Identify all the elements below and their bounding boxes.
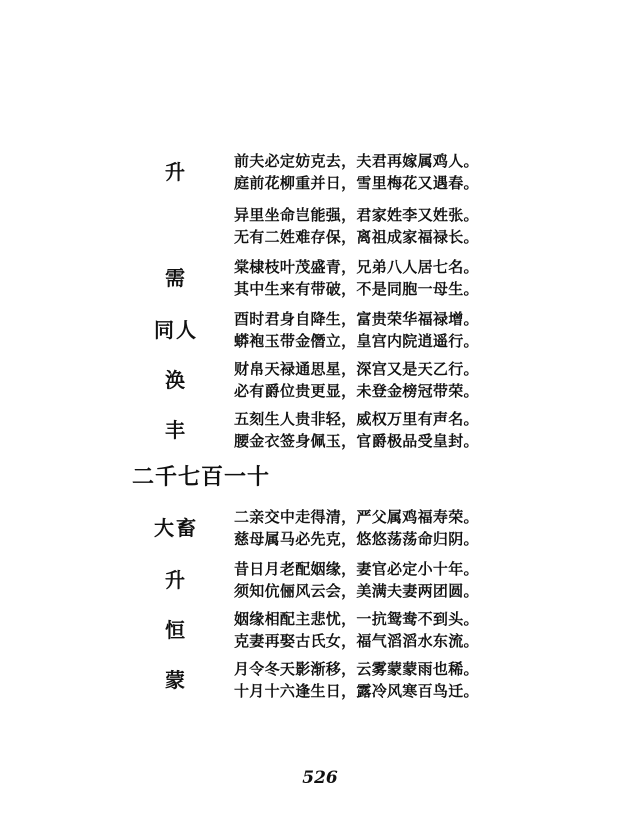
verse-lines	[234, 408, 614, 452]
verse-lines	[234, 358, 614, 402]
verse-line: 蟒袍玉带金僭立，皇宫内院逍遥行。	[234, 332, 479, 350]
verse-entry	[0, 658, 640, 702]
verse-line: 慈母属马必先克，悠悠荡荡命归阴。	[234, 530, 479, 548]
verse-line: 其中生来有带破，不是同胞一母生。	[234, 280, 479, 298]
verse-lines	[234, 608, 614, 652]
verse-lines	[234, 506, 614, 550]
section-heading: 二千七百一十	[132, 464, 271, 490]
hexagram-label: 同人	[154, 318, 198, 342]
verse-entry	[0, 408, 640, 452]
verse-line: 十月十六逢生日，露冷风寒百鸟迁。	[234, 682, 479, 700]
verse-line: 无有二姓难存保，离祖成家福禄长。	[234, 228, 479, 246]
verse-line: 五刻生人贵非轻，威权万里有声名。	[234, 410, 479, 428]
verse-entry	[0, 150, 640, 194]
verse-line: 庭前花柳重并日，雪里梅花又遇春。	[234, 174, 479, 192]
verse-line: 二亲交中走得清，严父属鸡福寿荣。	[234, 508, 479, 526]
page-number: 526	[302, 768, 338, 788]
verse-line: 前夫必定妨克去，夫君再嫁属鸡人。	[234, 152, 479, 170]
verse-line: 财帛天禄通思星，深宫又是天乙行。	[234, 360, 479, 378]
verse-line: 昔日月老配姻缘，妻官必定小十年。	[234, 560, 479, 578]
verse-line: 必有爵位贵更显，未登金榜冠带荣。	[234, 382, 479, 400]
verse-line: 姻缘相配主悲忧，一抗鸳鸯不到头。	[234, 610, 479, 628]
verse-lines	[234, 256, 614, 300]
verse-lines	[234, 150, 614, 194]
verse-entry	[0, 608, 640, 652]
verse-lines	[234, 558, 614, 602]
hexagram-label: 丰	[165, 418, 187, 442]
verse-entry	[0, 308, 640, 352]
hexagram-label: 升	[165, 160, 187, 184]
verse-lines	[234, 204, 614, 248]
hexagram-label: 需	[165, 266, 187, 290]
verse-line: 异里坐命岂能强，君家姓李又姓张。	[234, 206, 479, 224]
hexagram-label: 升	[165, 568, 187, 592]
verse-entry	[0, 506, 640, 550]
verse-line: 腰金衣签身佩玉，官爵极品受皇封。	[234, 432, 479, 450]
verse-line: 棠棣枝叶茂盛青，兄弟八人居七名。	[234, 258, 479, 276]
hexagram-label: 蒙	[165, 668, 187, 692]
verse-line: 须知伉俪风云会，美满夫妻两团圆。	[234, 582, 479, 600]
verse-entry	[0, 256, 640, 300]
hexagram-label: 恒	[165, 618, 187, 642]
verse-lines	[234, 658, 614, 702]
hexagram-label: 涣	[165, 368, 187, 392]
verse-line: 酉时君身自降生，富贵荣华福禄增。	[234, 310, 479, 328]
verse-entry	[0, 558, 640, 602]
verse-line: 克妻再娶古氏女，福气滔滔水东流。	[234, 632, 479, 650]
verse-entry	[0, 358, 640, 402]
hexagram-label: 大畜	[154, 516, 198, 540]
verse-lines	[234, 308, 614, 352]
verse-entry	[0, 204, 640, 248]
verse-line: 月令冬天影渐移，云雾蒙蒙雨也稀。	[234, 660, 479, 678]
